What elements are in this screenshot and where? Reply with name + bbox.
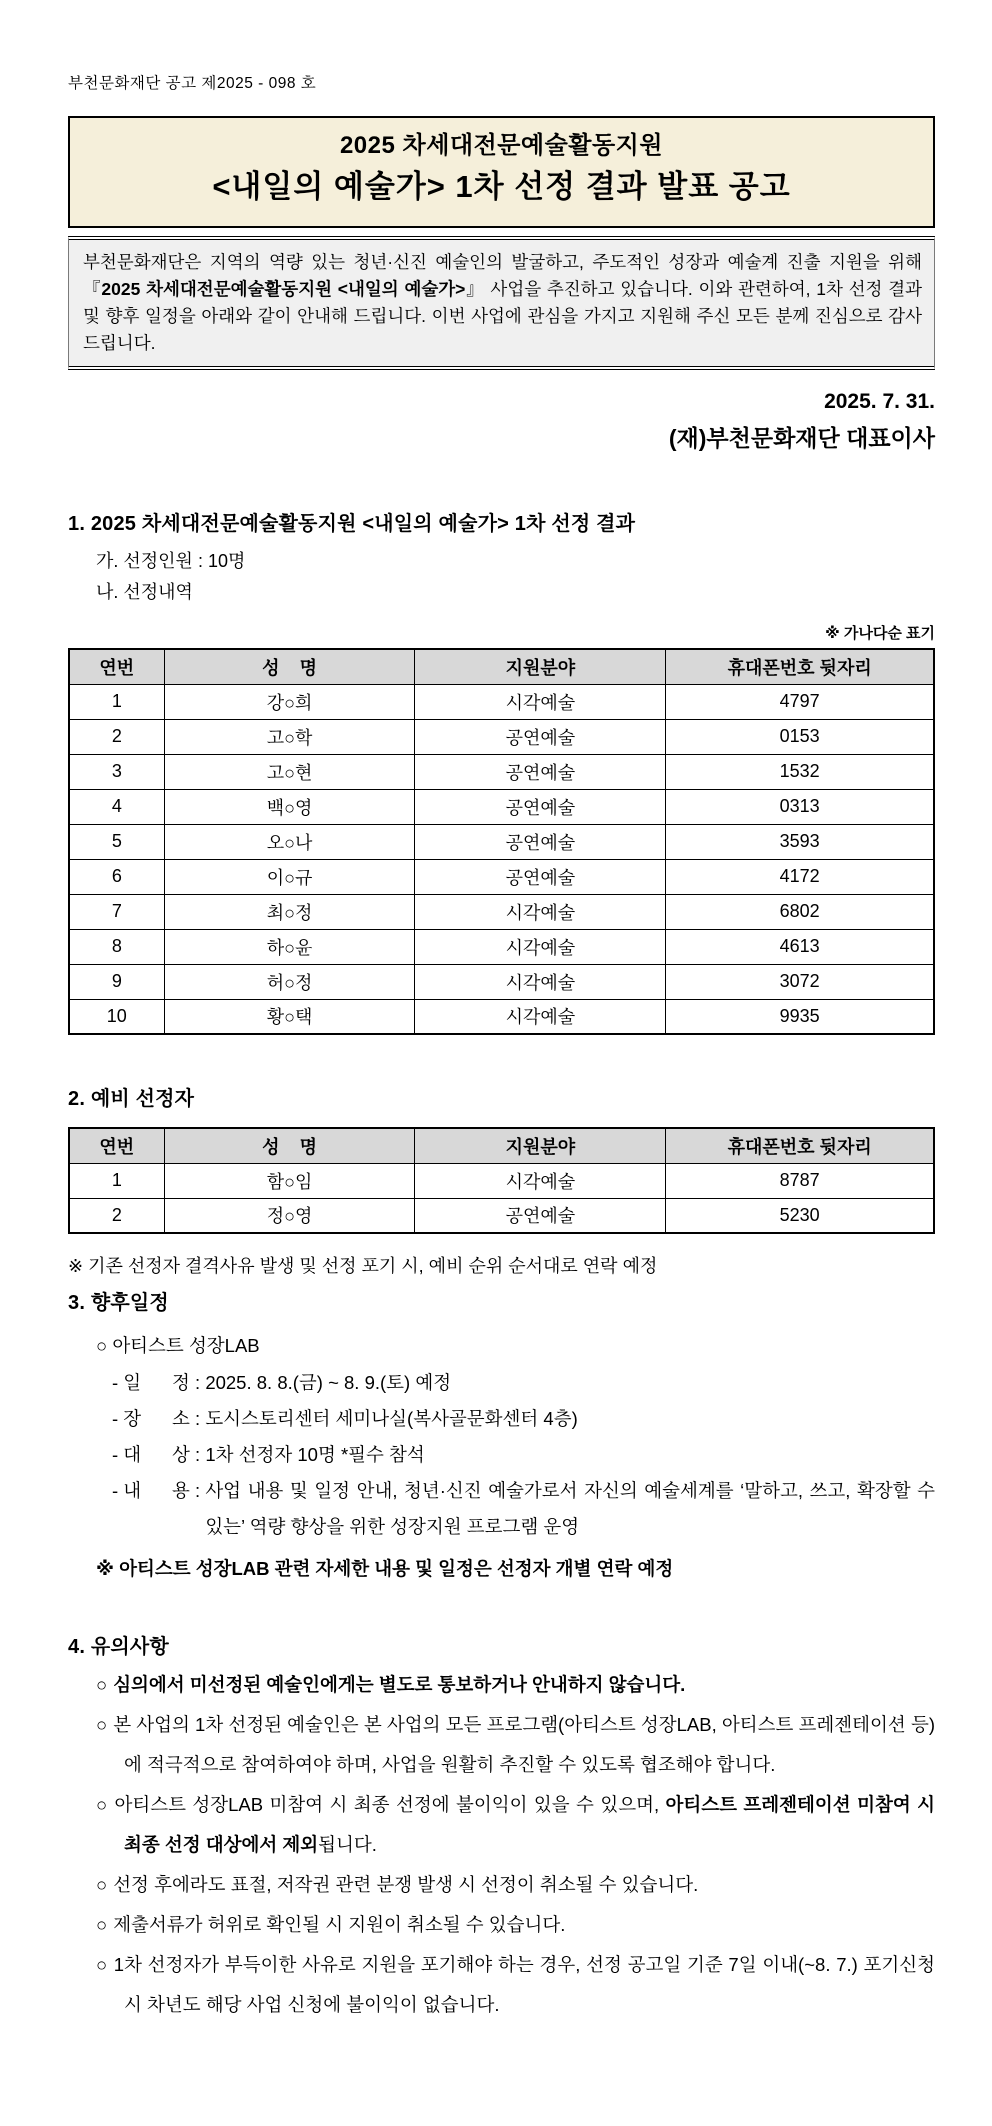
section3-heading: 3. 향후일정: [68, 1292, 169, 1314]
table-cell: 3072: [666, 964, 934, 999]
table-cell: 4: [69, 789, 164, 824]
table-cell: 3: [69, 754, 164, 789]
table-row: [69, 929, 934, 964]
column-header-phone: 휴대폰번호 뒷자리: [666, 649, 934, 684]
page-title: <내일의 예술가> 1차 선정 결과 발표 공고: [212, 169, 791, 204]
column-header-field: 지원분야: [415, 649, 666, 684]
table-cell: 1532: [666, 754, 934, 789]
column-header-phone: 휴대폰번호 뒷자리: [666, 1128, 934, 1163]
table-cell: 최○정: [164, 894, 415, 929]
intro-text-bold: 2025 차세대전문예술활동지원 <내일의 예술가>: [101, 279, 466, 299]
table-header-row: [69, 1128, 934, 1163]
table-header-row: [69, 649, 934, 684]
table-cell: 6802: [666, 894, 934, 929]
table-cell: 공연예술: [415, 859, 666, 894]
schedule-value: 1차 선정자 10명 *필수 참석: [205, 1444, 425, 1465]
table-cell: 3593: [666, 824, 934, 859]
table-row: [69, 859, 934, 894]
table-cell: 시각예술: [415, 964, 666, 999]
table-cell: 시각예술: [415, 894, 666, 929]
table-cell: 강○희: [164, 684, 415, 719]
intro-text-1: 부천문화재단은 지역의 역량 있는 청년·신진 예술인의 발굴하고, 주도적인 성장과 예술계 진출 지원을 위해 『: [83, 252, 922, 299]
table-cell: 이○규: [164, 859, 415, 894]
column-header-name: 성 명: [164, 649, 415, 684]
schedule-item-date: [68, 1365, 935, 1401]
table-cell: 2: [69, 719, 164, 754]
caution-item: [68, 1945, 935, 2025]
table-cell: 시각예술: [415, 684, 666, 719]
schedule-value: 2025. 8. 8.(금) ~ 8. 9.(토) 예정: [205, 1372, 452, 1393]
schedule-label: - 장 소 :: [112, 1408, 206, 1429]
table-row: [69, 894, 934, 929]
table-cell: 4613: [666, 929, 934, 964]
table-cell: 7: [69, 894, 164, 929]
schedule-label: - 내 용 :: [112, 1480, 206, 1501]
table-cell: 0153: [666, 719, 934, 754]
table-cell: 4797: [666, 684, 934, 719]
table-cell: 하○윤: [164, 929, 415, 964]
table-cell: 0313: [666, 789, 934, 824]
table-row: [69, 719, 934, 754]
table-cell: 9935: [666, 999, 934, 1034]
circle-bullet-icon: ○: [96, 1794, 109, 1815]
circle-bullet-icon: ○: [96, 1714, 108, 1735]
table-cell: 공연예술: [415, 789, 666, 824]
caution-text: 본 사업의 1차 선정된 예술인은 본 사업의 모든 프로그램(아티스트 성장LAB, 아티스트 프레젠테이션 등)에 적극적으로 참여하여야 하며, 사업을 원활히 추진할 수 있도록 협조해야 합니다.: [113, 1714, 935, 1775]
notice-number: 부천문화재단 공고 제2025 - 098 호: [68, 75, 317, 92]
table-cell: 정○영: [164, 1198, 415, 1233]
table-cell: 공연예술: [415, 1198, 666, 1233]
schedule-label: - 대 상 :: [112, 1444, 206, 1465]
table-cell: 시각예술: [415, 1163, 666, 1198]
reserve-contact-note: ※ 기존 선정자 결격사유 발생 및 선정 포기 시, 예비 순위 순서대로 연락 예정: [68, 1256, 658, 1276]
table-row: [69, 1163, 934, 1198]
table-cell: 9: [69, 964, 164, 999]
circle-bullet-icon: ○: [96, 1914, 108, 1935]
caution-item: [68, 1665, 935, 1705]
schedule-item-place: [68, 1401, 935, 1437]
section4-heading: 4. 유의사항: [68, 1636, 169, 1658]
table-cell: 고○현: [164, 754, 415, 789]
reserve-results-table: [68, 1127, 935, 1234]
caution-text-bold: 아티스트 프레젠테이션 미참여 시 최종 선정 대상에서 제외: [124, 1794, 935, 1855]
table-cell: 2: [69, 1198, 164, 1233]
table-cell: 시각예술: [415, 999, 666, 1034]
table-cell: 1: [69, 684, 164, 719]
table-cell: 5230: [666, 1198, 934, 1233]
table-cell: 백○영: [164, 789, 415, 824]
table-row: [69, 789, 934, 824]
table-cell: 8787: [666, 1163, 934, 1198]
table-cell: 5: [69, 824, 164, 859]
table-cell: 공연예술: [415, 754, 666, 789]
table-cell: 공연예술: [415, 824, 666, 859]
caution-item: [68, 1905, 935, 1945]
caution-text: 1차 선정자가 부득이한 사유로 지원을 포기해야 하는 경우, 선정 공고일 기준 7일 이내(~8. 7.) 포기신청 시 차년도 해당 사업 신청에 불이익이 없습니다.: [113, 1954, 935, 2015]
lab-contact-note: ※ 아티스트 성장LAB 관련 자세한 내용 및 일정은 선정자 개별 연락 예정: [96, 1558, 674, 1579]
column-header-no: 연번: [69, 1128, 164, 1163]
column-header-field: 지원분야: [415, 1128, 666, 1163]
circle-bullet-icon: ○: [96, 1954, 108, 1975]
signer-title: (재)부천문화재단 대표이사: [668, 425, 935, 451]
caution-item: [68, 1785, 935, 1865]
schedule-label: - 일 정 :: [112, 1372, 206, 1393]
sort-order-note: ※ 가나다순 표기: [825, 625, 935, 642]
table-cell: 고○학: [164, 719, 415, 754]
caution-item: [68, 1865, 935, 1905]
schedule-value: 사업 내용 및 일정 안내, 청년·신진 예술가로서 자신의 예술세계를 ‘말하고, 쓰고, 확장할 수 있는’ 역량 향상을 위한 성장지원 프로그램 운영: [205, 1480, 935, 1537]
table-row: [69, 754, 934, 789]
caution-text: 제출서류가 허위로 확인될 시 지원이 취소될 수 있습니다.: [113, 1914, 566, 1935]
table-cell: 10: [69, 999, 164, 1034]
table-cell: 공연예술: [415, 719, 666, 754]
artist-lab-subtitle: ○ 아티스트 성장LAB: [96, 1335, 260, 1356]
table-cell: 8: [69, 929, 164, 964]
table-row: [69, 824, 934, 859]
selected-detail-line: 나. 선정내역: [96, 582, 193, 602]
table-cell: 허○정: [164, 964, 415, 999]
circle-bullet-icon: ○: [96, 1874, 108, 1895]
table-row: [69, 684, 934, 719]
schedule-item-content: [68, 1473, 935, 1545]
selected-results-table: [68, 648, 935, 1035]
table-row: [69, 964, 934, 999]
table-cell: 시각예술: [415, 929, 666, 964]
table-row: [69, 999, 934, 1034]
title-program-name: 2025 차세대전문예술활동지원: [339, 132, 664, 159]
section1-heading: 1. 2025 차세대전문예술활동지원 <내일의 예술가> 1차 선정 결과: [68, 513, 636, 535]
table-cell: 6: [69, 859, 164, 894]
intro-paragraph: [68, 236, 935, 370]
caution-text: 선정 후에라도 표절, 저작권 관련 분쟁 발생 시 선정이 취소될 수 있습니다.: [113, 1874, 699, 1895]
intro-text-2: 』 사업을 추진하고 있습니다. 이와 관련하여, 1차 선정 결과 및 향후 일정을 아래와 같이 안내해 드립니다. 이번 사업에 관심을 가지고 지원해 주신 모든 분께 진심으로 감사드립니다.: [83, 279, 923, 353]
caution-text: 아티스트 성장LAB 미참여 시 최종 선정에 불이익이 있을 수 있으며,: [114, 1794, 666, 1815]
title-box: [68, 116, 935, 228]
caution-text: 됩니다.: [318, 1834, 377, 1855]
table-row: [69, 1198, 934, 1233]
table-cell: 오○나: [164, 824, 415, 859]
table-cell: 함○임: [164, 1163, 415, 1198]
schedule-value: 도시스토리센터 세미나실(복사골문화센터 4층): [205, 1408, 578, 1429]
signature-block: [68, 386, 935, 458]
table-cell: 4172: [666, 859, 934, 894]
table-cell: 1: [69, 1163, 164, 1198]
announce-date: 2025. 7. 31.: [824, 390, 935, 413]
selected-count-line: 가. 선정인원 : 10명: [96, 551, 246, 571]
caution-text-bold: 심의에서 미선정된 예술인에게는 별도로 통보하거나 안내하지 않습니다.: [113, 1674, 686, 1695]
circle-bullet-icon: ○: [96, 1674, 108, 1695]
table-cell: 황○택: [164, 999, 415, 1034]
schedule-item-target: [68, 1437, 935, 1473]
column-header-name: 성 명: [164, 1128, 415, 1163]
caution-list: [68, 1665, 935, 2025]
caution-item: [68, 1705, 935, 1785]
section2-heading: 2. 예비 선정자: [68, 1088, 195, 1110]
column-header-no: 연번: [69, 649, 164, 684]
